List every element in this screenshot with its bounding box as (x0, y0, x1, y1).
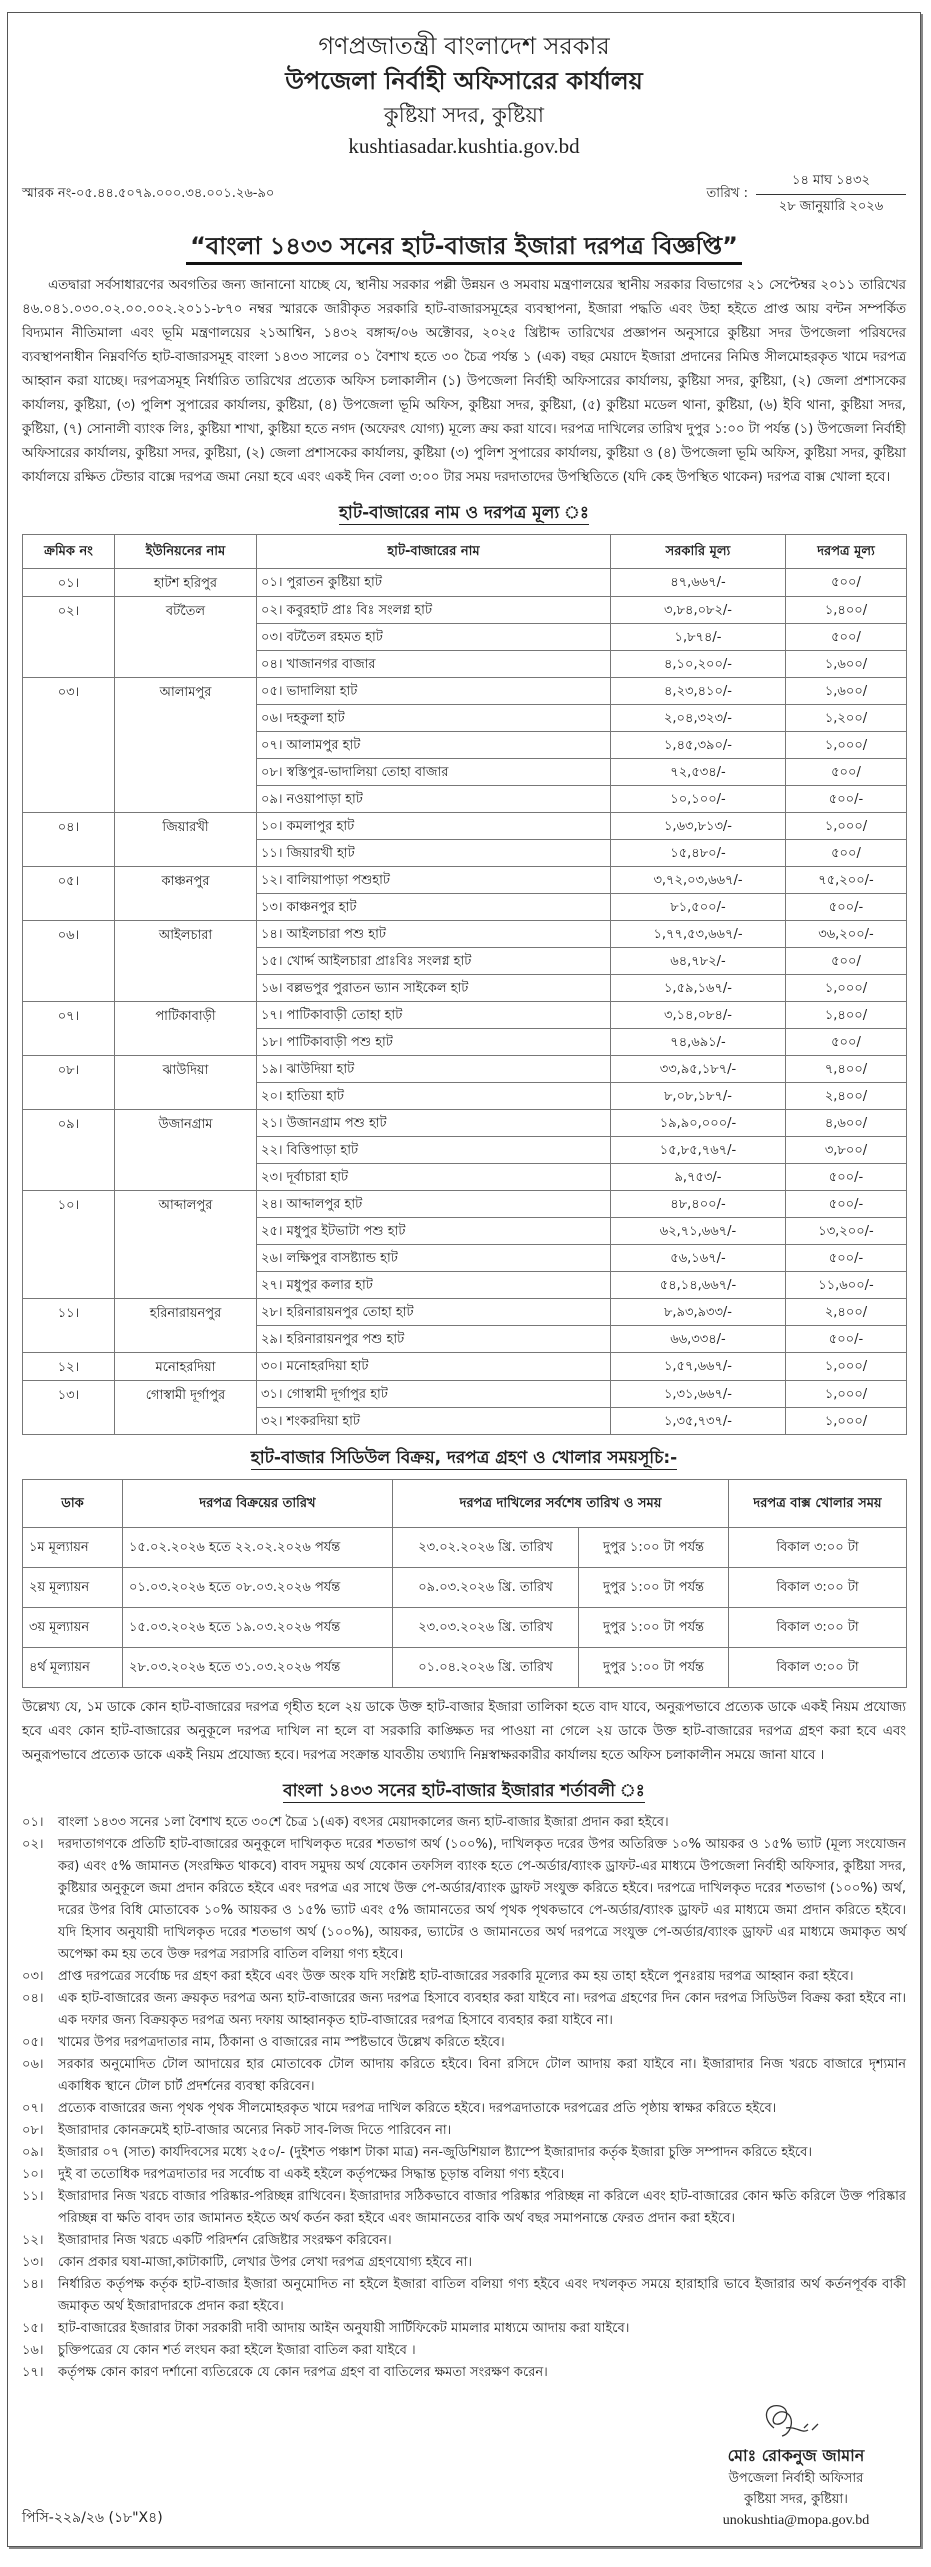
govt-price: ৯,৭৫৩/- (611, 1164, 786, 1191)
schedule-table-header (23, 1480, 907, 1528)
market-name: ০৯। নওয়াপাড়া হাট (257, 786, 611, 813)
schedule-title-wrap (22, 1445, 906, 1471)
market-name: ৩১। গোস্বামী দূর্গাপুর হাট (257, 1381, 611, 1408)
markets-table-title: হাট-বাজারের নাম ও দরপত্র মূল্য ঃ (339, 503, 589, 523)
term-number: ০৭। (22, 2101, 44, 2116)
govt-price: ৫৪,১৪,৬৬৭/- (611, 1272, 786, 1299)
markets-table-title-wrap (22, 500, 906, 526)
signatory-name: মোঃ রোকনুজ জামান (727, 2446, 865, 2465)
note-paragraph: উল্লেখ্য যে, ১ম ডাকে কোন হাট-বাজারের দরপত্র গৃহীত হলে ২য় ডাকে উক্ত হাট-বাজার ইজারা তালিকা হতে বাদ যাবে, অনুরূপভাবে প্রত্যেক ডাকে একই নিয়ম প্রযোজ্য হবে এবং কোন হাট-বাজারের অনুকূলে দরপত্র দাখিল না হলে বা সরকারি কাঙ্ক্ষিত দর পাওয়া না গেলে ২য় ডাকে উক্ত হাট-বাজারের দরপত্র গ্রহণ করা হবে এবং অনুরূপভাবে প্রত্যেক ডাকে একই নিয়ম প্রযোজ্য হবে। দরপত্র সংক্রান্ত যাবতীয় তথ্যাদি নিম্নস্বাক্ষরকারীর কার্যালয় হতে অফিস চলাকালীন সময়ে জানা যাবে । (22, 1700, 906, 1763)
tender-price: ৫০০/ (786, 1029, 907, 1056)
tender-price: ৫০০/- (786, 1191, 907, 1218)
sale-period: ১৫.০২.২০২৬ হতে ২২.০২.২০২৬ পর্যন্ত (123, 1528, 393, 1568)
col-open-time: দরপত্র বাক্স খোলার সময় (729, 1480, 907, 1528)
submit-time: দুপুর ১:০০ টা পর্যন্ত (579, 1608, 729, 1648)
term-item (22, 2230, 906, 2252)
market-name: ০৬। দহকুলা হাট (257, 705, 611, 732)
govt-price: ১৫,৪৮০/- (611, 840, 786, 867)
submit-date: ০৯.০৩.২০২৬ খ্রি. তারিখ (393, 1568, 579, 1608)
tender-price: ১,৬০০/ (786, 651, 907, 678)
tender-price: ৫০০/- (786, 1245, 907, 1272)
market-row (23, 597, 907, 624)
tender-price: ২,৪০০/ (786, 1299, 907, 1326)
govt-price: ১,৭৭,৫৩,৬৬৭/- (611, 921, 786, 948)
term-text: দুই বা ততোধিক দরপত্রদাতার দর সর্বোচ্চ বা একই হইলে কর্তৃপক্ষের সিদ্ধান্ত চূড়ান্ত বলিয়া গণ্য হইবে। (58, 2167, 565, 2182)
union-serial: ০২। (23, 597, 115, 678)
govt-price: ১,৪৫,৩৯০/- (611, 732, 786, 759)
market-name: ১৮। পাটিকাবাড়ী পশু হাট (257, 1029, 611, 1056)
tender-price: ৫০০/- (786, 1326, 907, 1353)
govt-price: ১০,১০০/- (611, 786, 786, 813)
schedule-row (23, 1568, 907, 1608)
market-name: ২২। বিত্তিপাড়া হাট (257, 1137, 611, 1164)
union-name: আইলচারা (115, 921, 257, 1002)
govt-price: ৬৬,৩৩৪/- (611, 1326, 786, 1353)
market-row (23, 1002, 907, 1029)
intro-paragraph: এতদ্বারা সর্বসাধারণের অবগতির জন্য জানানো যাচ্ছে যে, স্থানীয় সরকার পল্লী উন্নয়ন ও সমবায় মন্ত্রণালয়ের স্থানীয় সরকার বিভাগের ২১ সেপ্টেম্বর ২০১১ তারিখের ৪৬.০৪১.০৩০.০২.০০.০০২.২০১১-৮৭০ নম্বর স্মারকে জারীকৃত সরকারি হাট-বাজারসমূহের ব্যবস্থাপনা, ইজারা পদ্ধতি এবং উহা হইতে প্রাপ্ত আয় বন্টন সম্পর্কিত বিদ্যমান নীতিমালা এবং ভূমি মন্ত্রণালয়ের ২১আশ্বিন, ১৪৩২ বঙ্গাব্দ/০৬ অক্টোবর, ২০২৫ খ্রিষ্টাব্দ তারিখের প্রজ্ঞাপন অনুসারে কুষ্টিয়া সদর উপজেলা পরিষদের ব্যবস্থাপনাধীন নিম্নবর্ণিত হাট-বাজারসমূহ বাংলা ১৪৩৩ সালের ০১ বৈশাখ হতে ৩০ চৈত্র পর্যন্ত ১ (এক) বছর মেয়াদে ইজারা প্রদানের নিমিত্ত সীলমোহরকৃত খামে দরপত্র আহ্বান করা যাচ্ছে। দরপত্রসমূহ নির্ধারিত তারিখের প্রত্যেক অফিস চলাকালীন (১) উপজেলা নির্বাহী অফিসারের কার্যালয়, কুষ্টিয়া সদর, কুষ্টিয়া, (২) জেলা প্রশাসকের কার্যালয়, কুষ্টিয়া, (৩) পুলিশ সুপারের কার্যালয়, কুষ্টিয়া, (৪) উপজেলা ভূমি অফিস, কুষ্টিয়া সদর, কুষ্টিয়া, (৫) কুষ্টিয়া মডেল থানা, কুষ্টিয়া, (৬) ইবি থানা, কুষ্টিয়া সদর, কুষ্টিয়া, (৭) সোনালী ব্যাংক লিঃ, কুষ্টিয়া শাখা, কুষ্টিয়া হতে নগদ (অফেরৎ যোগ্য) মূল্যে ক্রয় করা যাবে। দরপত্র দাখিলের তারিখ দুপুর ১:০০ টা পর্যন্ত (১) উপজেলা নির্বাহী অফিসারের কার্যালয়, কুষ্টিয়া সদর, কুষ্টিয়া, (২) জেলা প্রশাসকের কার্যালয়, কুষ্টিয়া (৩) পুলিশ সুপারের কার্যালয়, কুষ্টিয়া ও (৪) উপজেলা ভূমি অফিস, কুষ্টিয়া সদর, কুষ্টিয়া কার্যালয়ে রক্ষিত টেন্ডার বাক্সে দরপত্র জমা নেয়া হবে এবং একই দিন বেলা ৩:০০ টার সময় দরদাতাদের উপস্থিতিতে (যদি কেহ উপস্থিত থাকেন) দরপত্র বাক্স খোলা হবে। (22, 278, 906, 485)
term-text: চুক্তিপত্রের যে কোন শর্ত লংঘন করা হইলে ইজারা বাতিল করা যাইবে । (58, 2343, 416, 2358)
open-time: বিকাল ৩:০০ টা (729, 1568, 907, 1608)
signature-block (686, 2398, 906, 2531)
terms-list (22, 1812, 906, 2384)
office-location: কুষ্টিয়া সদর, কুষ্টিয়া (384, 103, 544, 127)
term-item (22, 2274, 906, 2318)
col-round: ডাক (23, 1480, 123, 1528)
union-serial: ০৯। (23, 1110, 115, 1191)
market-row (23, 1381, 907, 1408)
market-name: ০৭। আলামপুর হাট (257, 732, 611, 759)
market-name: ৩২। শংকরদিয়া হাট (257, 1408, 611, 1435)
market-row (23, 1191, 907, 1218)
tender-price: ১,৬০০/ (786, 678, 907, 705)
market-name: ২৯। হরিনারায়নপুর পশু হাট (257, 1326, 611, 1353)
market-name: ০৩। বটতৈল রহমত হাট (257, 624, 611, 651)
govt-price: ১,৫৯,১৬৭/- (611, 975, 786, 1002)
govt-price: ১,৫৭,৬৬৭/- (611, 1353, 786, 1381)
market-name: ১২। বালিয়াপাড়া পশুহাট (257, 867, 611, 894)
govt-price: ১৯,৯০,০০০/- (611, 1110, 786, 1137)
col-serial: ক্রমিক নং (23, 535, 115, 569)
tender-price: ১৩,২০০/- (786, 1218, 907, 1245)
govt-price: ৬২,৭১,৬৬৭/- (611, 1218, 786, 1245)
market-name: ১৭। পাটিকাবাড়ী তোহা হাট (257, 1002, 611, 1029)
govt-price: ৪,২৩,৪১০/- (611, 678, 786, 705)
term-item (22, 2318, 906, 2340)
round-label: ৪র্থ মূল্যায়ন (23, 1648, 123, 1688)
signatory-office: কুষ্টিয়া সদর, কুষ্টিয়া। (744, 2492, 848, 2507)
market-name: ২৫। মধুপুর ইটভাটা পশু হাট (257, 1218, 611, 1245)
date-bangla: ১৪ মাঘ ১৪৩২ (756, 171, 906, 195)
term-item (22, 1812, 906, 1834)
market-name: ৩০। মনোহরদিয়া হাট (257, 1353, 611, 1381)
sale-period: ১৫.০৩.২০২৬ হতে ১৯.০৩.২০২৬ পর্যন্ত (123, 1608, 393, 1648)
govt-price: ৩৩,৯৫,১৮৭/- (611, 1056, 786, 1083)
market-name: ১৩। কাঞ্চনপুর হাট (257, 894, 611, 921)
tender-price: ৫০০/ (786, 759, 907, 786)
govt-price: ১,৮৭৪/- (611, 624, 786, 651)
term-item (22, 2032, 906, 2054)
union-serial: ১২। (23, 1353, 115, 1381)
term-text: এক হাট-বাজারের জন্য ক্রয়কৃত দরপত্র অন্য হাট-বাজারের জন্য দরপত্র হিসাবে ব্যবহার করা যাইবে না। দরপত্র গ্রহণের দিন কোন দরপত্র সিডিউল বিক্রয় করা হইবে না। এক দফার জন্য বিক্রয়কৃত দরপত্র অন্য দফায় আহ্বানকৃত হাট-বাজারের দরপত্র হিসাবে ব্যবহার করা যাইবে না। (58, 1991, 906, 2028)
union-name: আব্দালপুর (115, 1191, 257, 1299)
tender-price: ৫০০/ (786, 624, 907, 651)
term-number: ০৯। (22, 2145, 44, 2160)
tender-price: ৩৬,২০০/- (786, 921, 907, 948)
term-text: ইজারাদার নিজ খরচে বাজার পরিষ্কার-পরিচ্ছন্ন রাখিবেন। ইজারাদার সঠিকভাবে বাজার পরিষ্কার পরিচ্ছন্ন না করিলে এবং হাট-বাজারের কোন ক্ষতি করিলে উক্ত পরিষ্কার পরিচ্ছন্ন বা ক্ষতি বাবদ তার জামানত হইতে অর্থ কর্তন করা হইবে এবং জামানতের বাকি অর্থ বছর সমাপনান্তে ফেরত প্রদান করা হইবে। (58, 2189, 906, 2226)
union-serial: ১৩। (23, 1381, 115, 1435)
govt-price: ৪৭,৬৬৭/- (611, 569, 786, 597)
round-label: ২য় মূল্যায়ন (23, 1568, 123, 1608)
market-name: ০২। কবুরহাট প্রাঃ বিঃ সংলগ্ন হাট (257, 597, 611, 624)
term-number: ০৪। (22, 1991, 44, 2006)
tender-price: ১,০০০/ (786, 1408, 907, 1435)
market-name: ২৪। আব্দালপুর হাট (257, 1191, 611, 1218)
union-serial: ০৫। (23, 867, 115, 921)
term-text: সরকার অনুমোদিত টোল আদায়ের হার মোতাবেক টোল আদায় করিতে হইবে। বিনা রসিদে টোল আদায় করা যাইবে না। ইজারাদার নিজ খরচে বাজারে দৃশ্যমান একাধিক স্থানে টোল চার্ট প্রদর্শনের ব্যবস্থা করিবেন। (58, 2057, 906, 2094)
term-item (22, 2120, 906, 2142)
union-name: বটতৈল (115, 597, 257, 678)
term-text: ইজারাদার নিজ খরচে একটি পরিদর্শন রেজিষ্টার সংরক্ষণ করিবেন। (58, 2233, 392, 2248)
tender-price: ১,০০০/ (786, 1353, 907, 1381)
union-serial: ০৪। (23, 813, 115, 867)
govt-price: ১৫,৮৫,৭৬৭/- (611, 1137, 786, 1164)
sale-period: ২৮.০৩.২০২৬ হতে ৩১.০৩.২০২৬ পর্যন্ত (123, 1648, 393, 1688)
open-time: বিকাল ৩:০০ টা (729, 1528, 907, 1568)
govt-price: ৩,৭২,০৩,৬৬৭/- (611, 867, 786, 894)
govt-price: ৬৪,৭৮২/- (611, 948, 786, 975)
term-text: প্রত্যেক বাজারের জন্য পৃথক পৃথক সীলমোহরকৃত খামে দরপত্র দাখিল করিতে হইবে। দরপত্রদাতাকে দরপত্রের প্রতি পৃষ্ঠায় স্বাক্ষর করিতে হইবে। (58, 2101, 777, 2116)
tender-price: ১,২০০/ (786, 705, 907, 732)
tender-price: ১,০০০/ (786, 975, 907, 1002)
market-name: ০১। পুরাতন কুষ্টিয়া হাট (257, 569, 611, 597)
market-name: ২৩। দূর্বাচারা হাট (257, 1164, 611, 1191)
term-text: ইজারাদার কোনক্রমেই হাট-বাজার অন্যের নিকট সাব-লিজ দিতে পারিবেন না। (58, 2123, 452, 2138)
market-name: ২৭। মধুপুর কলার হাট (257, 1272, 611, 1299)
col-tender-price: দরপত্র মূল্য (786, 535, 907, 569)
tender-price: ৪,৬০০/ (786, 1110, 907, 1137)
submit-time: দুপুর ১:০০ টা পর্যন্ত (579, 1568, 729, 1608)
term-text: ইজারার ০৭ (সাত) কার্যদিবসের মধ্যে ২৫০/- (দুইশত পঞ্চাশ টাকা মাত্র) নন-জুডিশিয়াল ষ্ট্যাম্পে ইজারাদার কর্তৃক ইজারা চুক্তি সম্পাদন করিতে হইবে। (58, 2145, 813, 2160)
term-number: ১৩। (22, 2255, 44, 2270)
open-time: বিকাল ৩:০০ টা (729, 1648, 907, 1688)
schedule-row (23, 1528, 907, 1568)
schedule-table (22, 1479, 907, 1688)
tender-price: ১,০০০/ (786, 1381, 907, 1408)
union-name: জিয়ারখী (115, 813, 257, 867)
govt-price: ১,৩৫,৭৩৭/- (611, 1408, 786, 1435)
signatory-designation: উপজেলা নির্বাহী অফিসার (728, 2471, 864, 2486)
term-text: প্রাপ্ত দরপত্রের সর্বোচ্চ দর গ্রহণ করা হইবে এবং উক্ত অংক যদি সংশ্লিষ্ট হাট-বাজারের সরকারি মূল্যের কম হয় তাহা হইলে পুনঃরায় দরপত্র আহ্বান করা হইবে। (58, 1969, 854, 1984)
govt-price: ৭৪,৬৯১/- (611, 1029, 786, 1056)
market-name: ২৬। লক্ষিপুর বাসষ্ট্যান্ড হাট (257, 1245, 611, 1272)
term-number: ১৪। (22, 2277, 44, 2292)
market-name: ১৯। ঝাউদিয়া হাট (257, 1056, 611, 1083)
term-number: ১৬। (22, 2343, 44, 2358)
government-name: গণপ্রজাতন্ত্রী বাংলাদেশ সরকার (318, 32, 610, 60)
union-serial: ০৮। (23, 1056, 115, 1110)
govt-price: ৩,১৪,০৮৪/- (611, 1002, 786, 1029)
col-market: হাট-বাজারের নাম (257, 535, 611, 569)
union-serial: ০৩। (23, 678, 115, 813)
schedule-row (23, 1608, 907, 1648)
office-name: উপজেলা নির্বাহী অফিসারের কার্যালয় (285, 67, 643, 95)
union-name: আলামপুর (115, 678, 257, 813)
govt-price: ৮,০৮,১৮৭/- (611, 1083, 786, 1110)
govt-price: ২,০৪,৩২৩/- (611, 705, 786, 732)
term-text: কোন প্রকার ঘষা-মাজা,কাটাকাটি, লেখার উপর লেখা দরপত্র গ্রহণযোগ্য হইবে না। (58, 2255, 473, 2270)
footer-code: পিসি-২২৯/২৬ (১৮"X৪) (22, 2510, 163, 2526)
tender-price: ৫০০/ (786, 569, 907, 597)
col-govt-price: সরকারি মূল্য (611, 535, 786, 569)
union-serial: ১১। (23, 1299, 115, 1353)
tender-price: ৭৫,২০০/- (786, 867, 907, 894)
tender-price: ৩,৮০০/ (786, 1137, 907, 1164)
sale-period: ০১.০৩.২০২৬ হতে ০৮.০৩.২০২৬ পর্যন্ত (123, 1568, 393, 1608)
tender-price: ১,০০০/ (786, 732, 907, 759)
term-item (22, 2142, 906, 2164)
market-row (23, 569, 907, 597)
union-name: মনোহরদিয়া (115, 1353, 257, 1381)
union-name: পাটিকাবাড়ী (115, 1002, 257, 1056)
term-item (22, 2098, 906, 2120)
govt-price: ৪,১০,২০০/- (611, 651, 786, 678)
market-name: ০৪। খাজানগর বাজার (257, 651, 611, 678)
col-submit: দরপত্র দাখিলের সর্বশেষ তারিখ ও সময় (393, 1480, 729, 1528)
market-row (23, 678, 907, 705)
col-sale-period: দরপত্র বিক্রয়ের তারিখ (123, 1480, 393, 1528)
tender-price: ৫০০/ (786, 948, 907, 975)
term-number: ১৫। (22, 2321, 44, 2336)
submit-time: দুপুর ১:০০ টা পর্যন্ত (579, 1528, 729, 1568)
term-item (22, 2054, 906, 2098)
memo-row (22, 171, 906, 218)
term-item (22, 1966, 906, 1988)
market-name: ২১। উজানগ্রাম পশু হাট (257, 1110, 611, 1137)
market-row (23, 1353, 907, 1381)
market-name: ১৪। আইলচারা পশু হাট (257, 921, 611, 948)
tender-price: ৫০০/- (786, 894, 907, 921)
union-name: হরিনারায়নপুর (115, 1299, 257, 1353)
market-row (23, 867, 907, 894)
govt-price: ৭২,৫৩৪/- (611, 759, 786, 786)
term-item (22, 2164, 906, 2186)
term-text: খামের উপর দরপত্রদাতার নাম, ঠিকানা ও বাজারের নাম স্পষ্টভাবে উল্লেখ করিতে হইবে। (58, 2035, 505, 2050)
date-english: ২৮ জানুয়ারি ২০২৬ (778, 199, 884, 214)
union-name: উজানগ্রাম (115, 1110, 257, 1191)
tender-price: ১১,৬০০/- (786, 1272, 907, 1299)
term-number: ১০। (22, 2167, 44, 2182)
date-block (756, 171, 906, 218)
tender-price: ৭,৪০০/ (786, 1056, 907, 1083)
round-label: ১ম মূল্যায়ন (23, 1528, 123, 1568)
term-number: ০৫। (22, 2035, 44, 2050)
schedule-title: হাট-বাজার সিডিউল বিক্রয়, দরপত্র গ্রহণ ও খোলার সময়সূচি:- (250, 1448, 678, 1468)
term-number: ১২। (22, 2233, 44, 2248)
market-name: ১৬। বল্লভপুর পুরাতন ভ্যান সাইকেল হাট (257, 975, 611, 1002)
union-name: ঝাউদিয়া (115, 1056, 257, 1110)
market-name: ১০। কমলাপুর হাট (257, 813, 611, 840)
market-row (23, 1299, 907, 1326)
term-number: ০৩। (22, 1969, 44, 1984)
markets-table-header (23, 535, 907, 569)
union-name: কাঞ্চনপুর (115, 867, 257, 921)
submit-time: দুপুর ১:০০ টা পর্যন্ত (579, 1648, 729, 1688)
tender-price: ১,০০০/ (786, 813, 907, 840)
notice-title-wrap (22, 228, 906, 264)
term-item (22, 2186, 906, 2230)
market-name: ১৫। খোর্দ্দ আইলচারা প্রাঃবিঃ সংলগ্ন হাট (257, 948, 611, 975)
term-text: কর্তৃপক্ষ কোন কারণ দর্শানো ব্যতিরেকে যে কোন দরপত্র গ্রহণ বা বাতিলের ক্ষমতা সংরক্ষণ করেন। (58, 2365, 548, 2380)
terms-title: বাংলা ১৪৩৩ সনের হাট-বাজার ইজারার শর্তাবলী ঃ (283, 1781, 645, 1801)
term-item (22, 2340, 906, 2362)
market-name: ০৫। ভাদালিয়া হাট (257, 678, 611, 705)
signature-scribble-icon (756, 2398, 826, 2444)
office-website: kushtiasadar.kushtia.gov.bd (348, 134, 580, 158)
date-wrap (707, 171, 906, 218)
market-row (23, 1056, 907, 1083)
date-label: তারিখ : (706, 186, 748, 201)
footer-area (22, 2398, 906, 2528)
govt-price: ৫৬,১৬৭/- (611, 1245, 786, 1272)
union-serial: ১০। (23, 1191, 115, 1299)
term-number: ০৮। (22, 2123, 44, 2138)
market-row (23, 921, 907, 948)
tender-price: ৫০০/ (786, 840, 907, 867)
signatory-email: unokushtia@mopa.gov.bd (722, 2513, 870, 2528)
term-number: ০১। (22, 1815, 44, 1830)
term-item (22, 2362, 906, 2384)
notice-page (7, 12, 921, 2547)
round-label: ৩য় মূল্যায়ন (23, 1608, 123, 1648)
union-serial: ০৭। (23, 1002, 115, 1056)
tender-price: ৫০০/- (786, 1164, 907, 1191)
union-name: গোস্বামী দূর্গাপুর (115, 1381, 257, 1435)
tender-price: ৫০০/- (786, 786, 907, 813)
tender-price: ১,৪০০/ (786, 597, 907, 624)
market-row (23, 813, 907, 840)
union-name: হাটশ হরিপুর (115, 569, 257, 597)
notice-title: “বাংলা ১৪৩৩ সনের হাট-বাজার ইজারা দরপত্র বিজ্ঞপ্তি” (186, 232, 742, 265)
schedule-row (23, 1648, 907, 1688)
market-name: ০৮। স্বস্তিপুর-ভাদালিয়া তোহা বাজার (257, 759, 611, 786)
market-name: ২৮। হরিনারায়নপুর তোহা হাট (257, 1299, 611, 1326)
govt-price: ৪৮,৪০০/- (611, 1191, 786, 1218)
govt-price: ৮১,৫০০/- (611, 894, 786, 921)
term-item (22, 2252, 906, 2274)
submit-date: ২৩.০৩.২০২৬ খ্রি. তারিখ (393, 1608, 579, 1648)
open-time: বিকাল ৩:০০ টা (729, 1608, 907, 1648)
term-number: ০২। (22, 1837, 44, 1852)
union-serial: ০১। (23, 569, 115, 597)
term-number: ১১। (22, 2189, 44, 2204)
markets-table (22, 534, 907, 1435)
submit-date: ০১.০৪.২০২৬ খ্রি. তারিখ (393, 1648, 579, 1688)
govt-price: ১,৬৩,৮১৩/- (611, 813, 786, 840)
term-text: নির্ধারিত কর্তৃপক্ষ কর্তৃক হাট-বাজার ইজারা অনুমোদিত না হইলে ইজারা বাতিল বলিয়া গণ্য হইবে এবং দখলকৃত সময়ে হারাহারি ভাবে ইজারার অর্থ কর্তনপূর্বক বাকী জমাকৃত অর্থ ইজারাদারকে প্রদান করা হইবে। (58, 2277, 906, 2314)
term-number: ১৭। (22, 2365, 44, 2380)
govt-price: ১,৩১,৬৬৭/- (611, 1381, 786, 1408)
govt-price: ৮,৯৩,৯৩৩/- (611, 1299, 786, 1326)
term-text: বাংলা ১৪৩৩ সনের ১লা বৈশাখ হতে ৩০শে চৈত্র ১(এক) বৎসর মেয়াদকালের জন্য হাট-বাজার ইজারা প্রদান করা হইবে। (58, 1815, 669, 1830)
term-item (22, 1834, 906, 1966)
term-text: হাট-বাজারের ইজারার টাকা সরকারী দাবী আদায় আইন অনুযায়ী সার্টিফিকেট মামলার মাধ্যমে আদায় করা যাইবে। (58, 2321, 630, 2336)
govt-price: ৩,৮৪,০৮২/- (611, 597, 786, 624)
market-row (23, 1110, 907, 1137)
market-name: ১১। জিয়ারখী হাট (257, 840, 611, 867)
terms-title-wrap (22, 1778, 906, 1804)
tender-price: ১,৪০০/ (786, 1002, 907, 1029)
term-number: ০৬। (22, 2057, 44, 2072)
market-name: ২০। হাতিয়া হাট (257, 1083, 611, 1110)
term-item (22, 1988, 906, 2032)
union-serial: ০৬। (23, 921, 115, 1002)
term-text: দরদাতাগণকে প্রতিটি হাট-বাজারের অনুকূলে দাখিলকৃত দরের শতভাগ অর্থ (১০০%), দাখিলকৃত দরের উপর অতিরিক্ত ১০% আয়কর ও ১৫% ভ্যাট (মূল্য সংযোজন কর) এবং ৫% জামানত (সংরক্ষিত থাকবে) বাবদ সমুদয় অর্থ যেকোন তফসিল ব্যাংক হতে পে-অর্ডার/ব্যাংক ড্রাফট-এর মাধ্যমে উপজেলা নির্বাহী অফিসার, কুষ্টিয়া সদর, কুষ্টিয়ার অনুকূলে জমা প্রদান করিতে হইবে এবং দরপত্র এর সাথে উক্ত পে-অর্ডার/ব্যাংক ড্রাফট সংযুক্ত করিতে হইবে। দরপত্রে দাখিলকৃত দরের শতভাগ (১০০%) অর্থ, দরের উপর বিধি মোতাবেক ১০% আয়কর ও ১৫% ভ্যাট এবং ৫% জামানতের অর্থ পৃথক পৃথকভাবে পে-অর্ডার/ব্যাংক ড্রাফট এর মাধ্যমে জমা প্রদান করিতে হইবে। যদি হিসাব অনুযায়ী দাখিলকৃত দরের শতভাগ অর্থ (১০০%), আয়কর, ভ্যাটের ও জামানতের অর্থ দরপত্রে সংযুক্ত পে-অর্ডার/ব্যাংক ড্রাফট এর মাধ্যমে জমাকৃত অর্থ অপেক্ষা কম হয় তবে উক্ত দরপত্র সরাসরি বাতিল বলিয়া গণ্য হইবে। (58, 1837, 906, 1962)
memo-number: স্মারক নং-০৫.৪৪.৫০৭৯.০০০.৩৪.০০১.২৬-৯০ (22, 186, 275, 201)
tender-price: ২,৪০০/ (786, 1083, 907, 1110)
col-union: ইউনিয়নের নাম (115, 535, 257, 569)
submit-date: ২৩.০২.২০২৬ খ্রি. তারিখ (393, 1528, 579, 1568)
